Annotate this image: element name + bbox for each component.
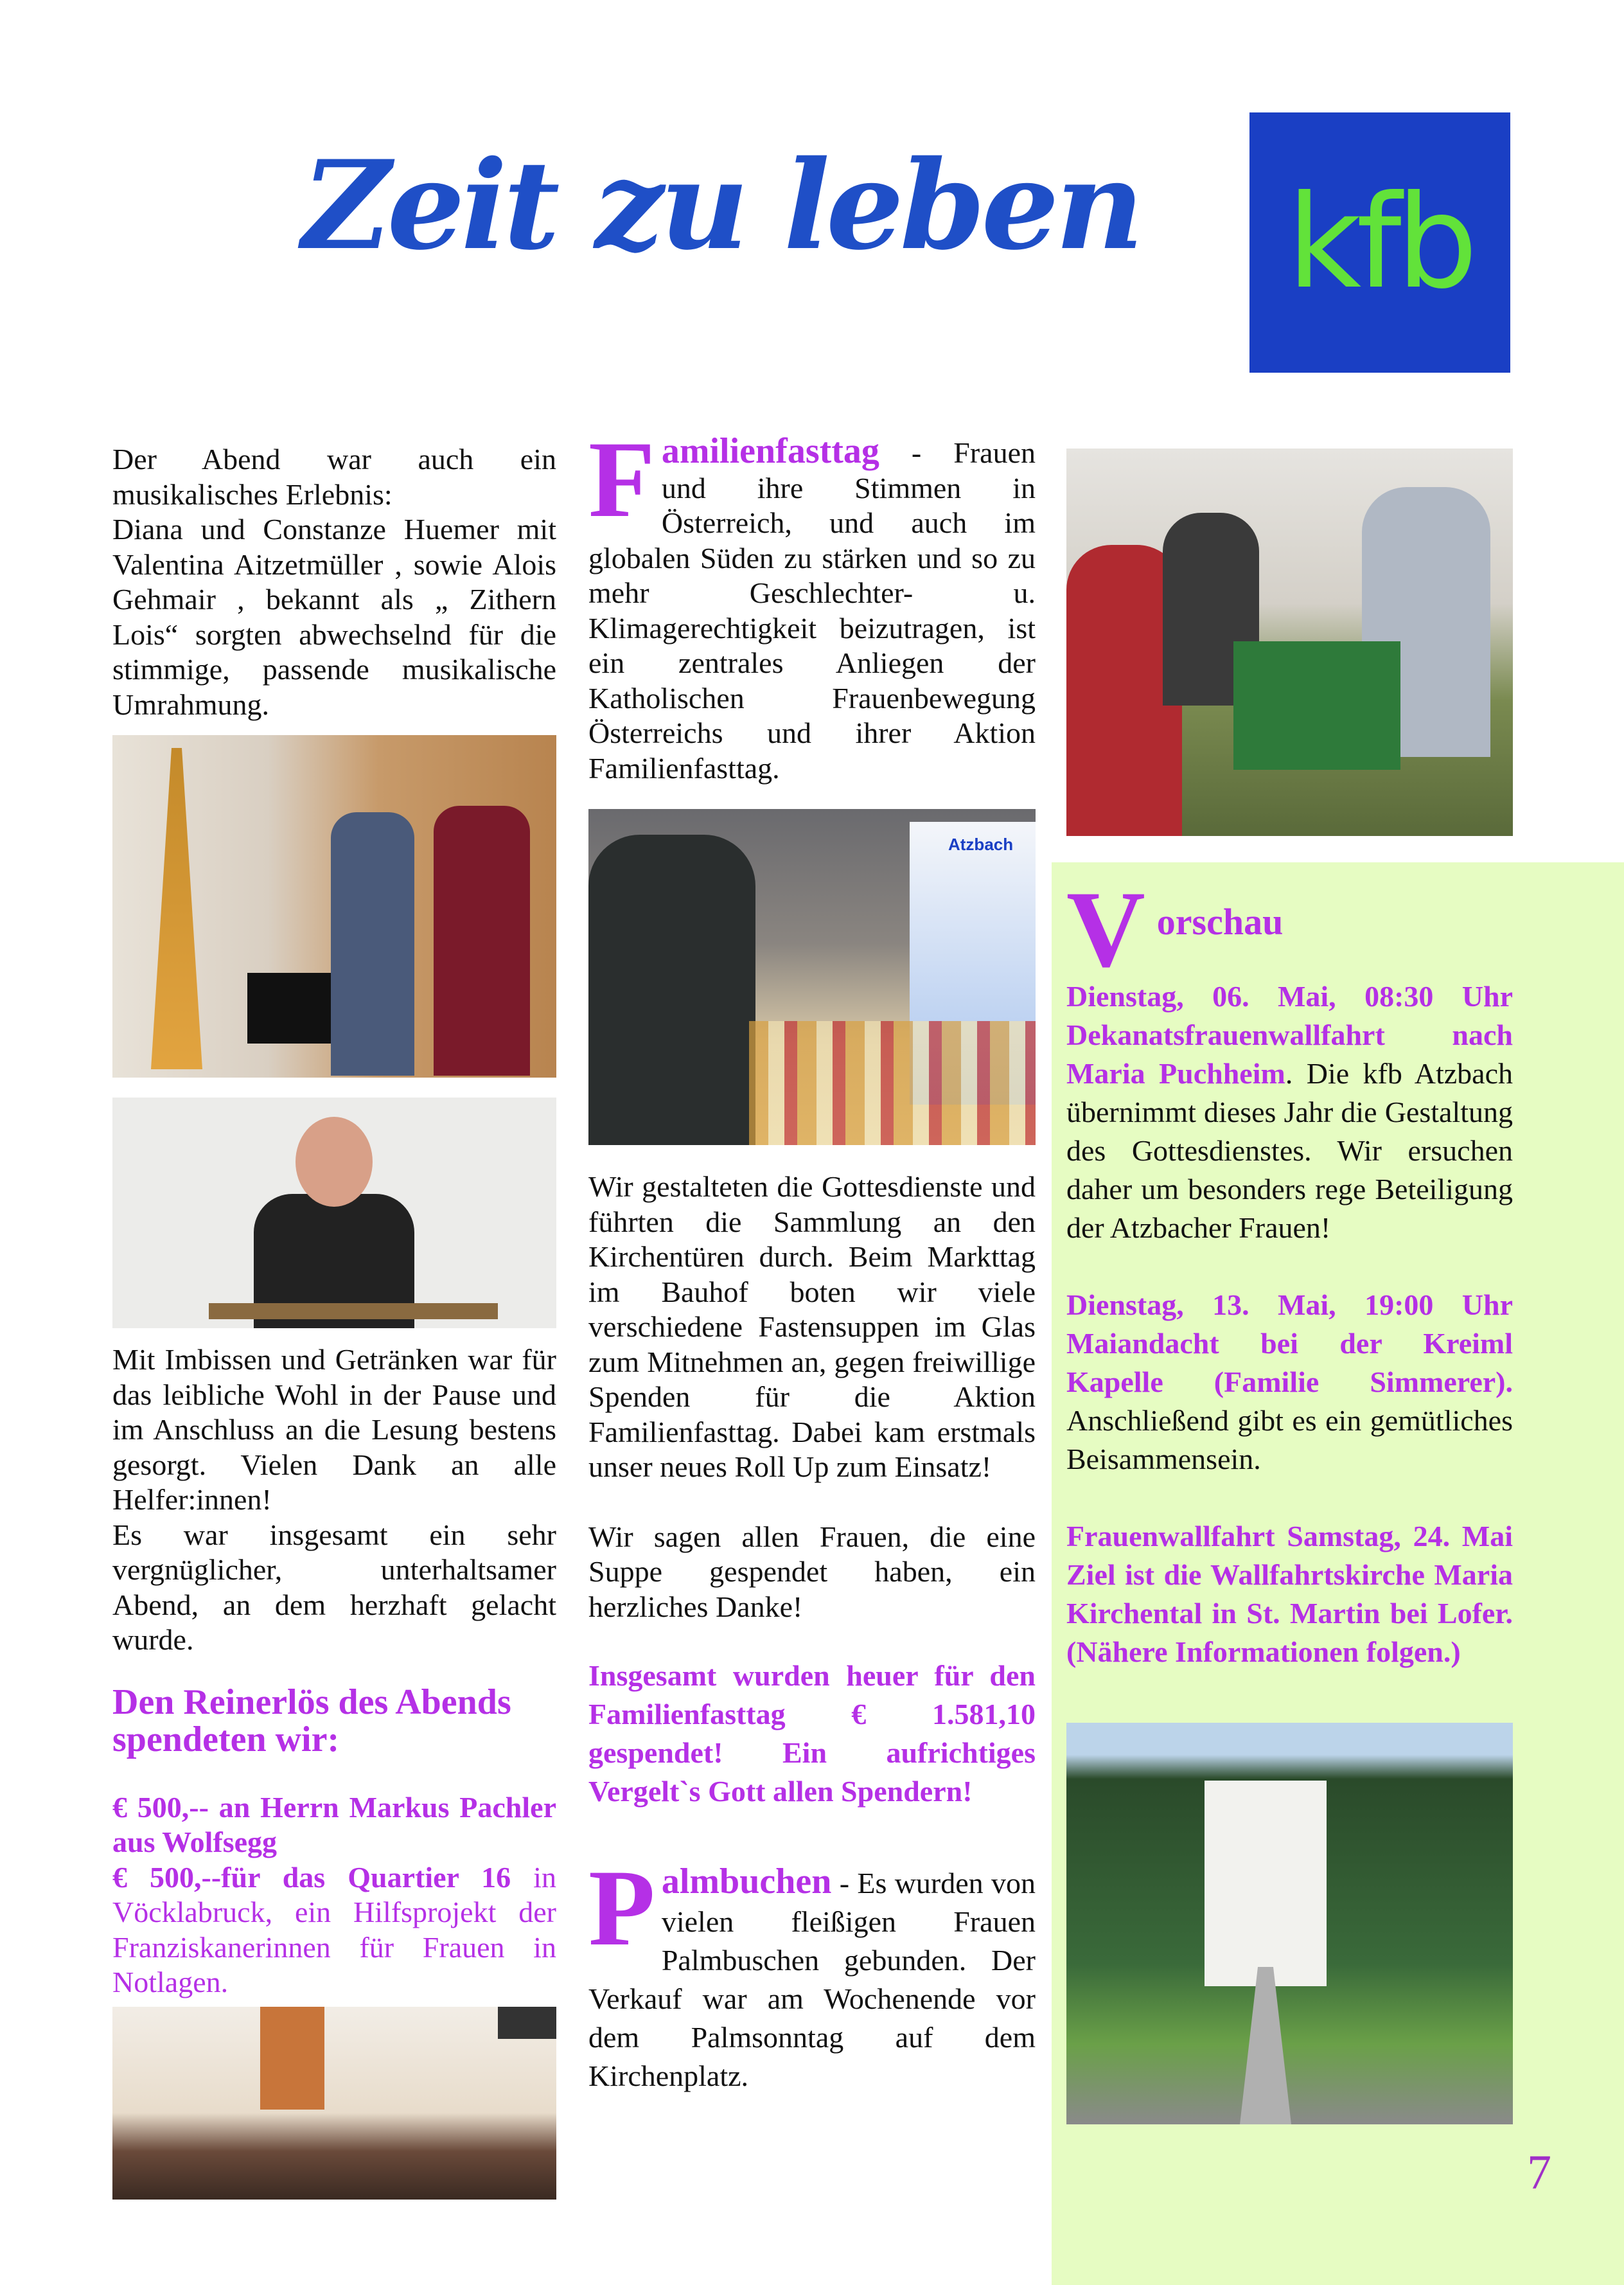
donation-list <box>112 1790 556 2000</box>
page-number: 7 <box>1527 2146 1551 2200</box>
familienfasttag-title: amilienfasttag <box>661 434 879 471</box>
palmbuchen-text: - Es wurden von vielen fleißigen Frauen Palmbuschen gebunden. Der Verkauf war am Wochenende vor dem Palmsonntag auf dem Kirchenplatz. <box>588 1867 1036 2092</box>
kfb-logo-text: kfb <box>1287 167 1473 317</box>
page-title: Zeit zu leben <box>302 134 1140 277</box>
familienfasttag-article <box>588 434 1036 786</box>
photo-zither-player <box>112 1098 556 1328</box>
photo-maria-kirchental-church <box>1066 1723 1513 2124</box>
event-1-title: Dienstag, 06. Mai, 08:30 Uhr Dekanatsfrauenwallfahrt nach Maria Puchheim <box>1066 980 1513 1090</box>
services-text: Wir gestalteten die Gottesdienste und führten die Sammlung an den Kirchentüren durch. Beim Markttag im Bauhof boten wir viele verschiedene Fastensuppen im Glas zum Mitnehmen an, gegen freiwillige Spenden für die Aktion Familienfasttag. Dabei kam erstmals unser neues Roll Up zum Einsatz! <box>588 1170 1036 1483</box>
event-2-title: Dienstag, 13. Mai, 19:00 Uhr Maiandacht bei der Kreiml Kapelle (Familie Simmerer). <box>1066 1288 1513 1398</box>
thanks-text: Wir sagen allen Frauen, die eine Suppe gespendet haben, ein herzliches Danke! <box>588 1520 1036 1623</box>
donation-2-details: in Vöcklabruck, ein Hilfsprojekt der Franziskanerinnen für Frauen in Notlagen. <box>112 1860 556 1998</box>
kfb-logo <box>1249 112 1510 373</box>
palmbuchen-article <box>588 1862 1036 2095</box>
evening-summary-text: Es war insgesamt ein sehr vergnüglicher, unterhaltsamer Abend, an dem herzhaft gelacht wurde. <box>112 1518 556 1656</box>
musicians-text: Diana und Constanze Huemer mit Valentina Aitzetmüller , sowie Alois Gehmair , bekannt als „ Zithern Lois“ sorgten abwechselnd für die stimmige, passende musikalische Umrahmung. <box>112 513 556 721</box>
photo-palm-bundling <box>1066 449 1513 836</box>
catering-text: Mit Imbissen und Getränken war für das leibliche Wohl in der Pause und im Anschluss an die Lesung bestens gesorgt. Vielen Dank an alle Helfer:innen! <box>112 1343 556 1516</box>
intro-text: Der Abend war auch ein musikalisches Erlebnis: <box>112 443 556 511</box>
preview-section <box>1066 884 1513 1671</box>
column-1-body <box>112 1342 556 1658</box>
donation-2-amount: € 500,--für das Quartier 16 <box>112 1860 511 1894</box>
column-2 <box>588 434 1036 2095</box>
photo-musicians-harp <box>112 735 556 1078</box>
event-1-details: . Die kfb Atzbach übernimmt dieses Jahr die Gestaltung des Gottesdienstes. Wir ersuchen daher um besonders rege Beteiligung der Atzbacher Frauen! <box>1066 1057 1513 1244</box>
rollup-banner-label: Atzbach <box>948 835 1014 854</box>
familienfasttag-intro: - Frauen und ihre Stimmen in Österreich, und auch im globalen Süden zu stärken und so zu mehr Geschlechter- u. Klimagerechtigkeit beizutragen, ist ein zentrales Anliegen der Katholischen Frauenbewegung Österreichs und ihrer Aktion Familienfasttag. <box>588 436 1036 785</box>
familienfasttag-body <box>588 1169 1036 1624</box>
preview-title: orschau <box>1156 901 1284 943</box>
palmbuchen-title: almbuchen <box>661 1862 832 1901</box>
donation-2 <box>112 1860 556 2000</box>
column-1-intro <box>112 442 556 722</box>
drop-cap-v: V <box>1066 884 1145 971</box>
donation-1: € 500,-- an Herrn Markus Pachler aus Wolfsegg <box>112 1790 556 1858</box>
drop-cap-f: F <box>588 434 655 540</box>
column-3 <box>1066 449 1551 2201</box>
drop-cap-p: P <box>588 1862 655 1968</box>
total-donation-text: Insgesamt wurden heuer für den Familienfasttag € 1.581,10 gespendet! Ein aufrichtiges Vergelt`s Gott allen Spendern! <box>588 1659 1036 1808</box>
column-1 <box>112 442 556 2200</box>
event-2-details: Anschließend gibt es ein gemütliches Beisammensein. <box>1066 1404 1513 1475</box>
donation-heading: Den Reinerlös des Abends spendeten wir: <box>112 1682 511 1759</box>
event-2 <box>1066 1286 1513 1479</box>
photo-event-audience <box>112 2007 556 2200</box>
event-1 <box>1066 977 1513 1247</box>
photo-soup-market <box>588 809 1036 1145</box>
event-3: Frauenwallfahrt Samstag, 24. Mai Ziel ist die Wallfahrtskirche Maria Kirchental in St. Martin bei Lofer. (Nähere Informationen folgen.) <box>1066 1520 1513 1668</box>
